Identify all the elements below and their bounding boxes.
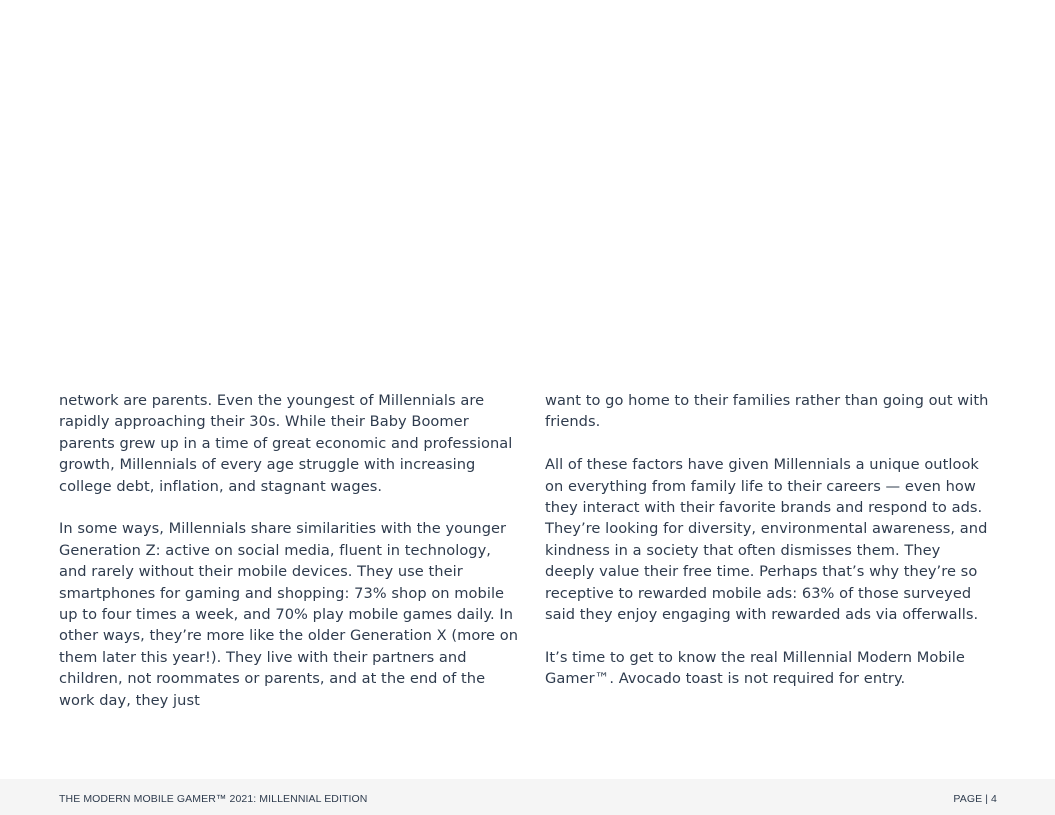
paragraph: want to go home to their families rather than going out with friends. [545,392,989,431]
paragraph: All of these factors have given Millennials a unique outlook on everything from family life to their careers — even how they interact with their favorite brands and respond to ads. They’re looking for diversity, environmental awareness, and kindness in a society that often dismisses them. They deeply value their free time. Perhaps that’s why they’re so receptive to rewarded mobile ads: 63% of those surveyed said they enjoy engaging with rewarded ads via offerwalls. [545,456,988,624]
footer-page-number: PAGE | 4 [953,793,997,805]
page-footer [0,779,1055,815]
paragraph: It’s time to get to know the real Millennial Modern Mobile Gamer™. Avocado toast is not required for entry. [545,648,965,688]
paragraph: network are parents. Even the youngest of Millennials are rapidly approaching their 30s. While their Baby Boomer parents grew up in a time of great economic and professional growth, Millennials of every age struggle with increasing college debt, inflation, and stagnant wages. [59,392,513,495]
footer-document-title: THE MODERN MOBILE GAMER™ 2021: MILLENNIAL EDITION [59,793,368,805]
left-text-column [59,390,521,732]
paragraph: In some ways, Millennials share similarities with the younger Generation Z: active on social media, fluent in technology, and rarely without their mobile devices. They use their smartphones for gaming and shopping: 73% shop on mobile up to four times a week, and 70% play mobile games daily. In other ways, they’re more like the older Generation X (more on them later this year!). They live with their partners and children, not roommates or parents, and at the end of the work day, they just [59,520,519,709]
right-text-column [545,390,990,711]
